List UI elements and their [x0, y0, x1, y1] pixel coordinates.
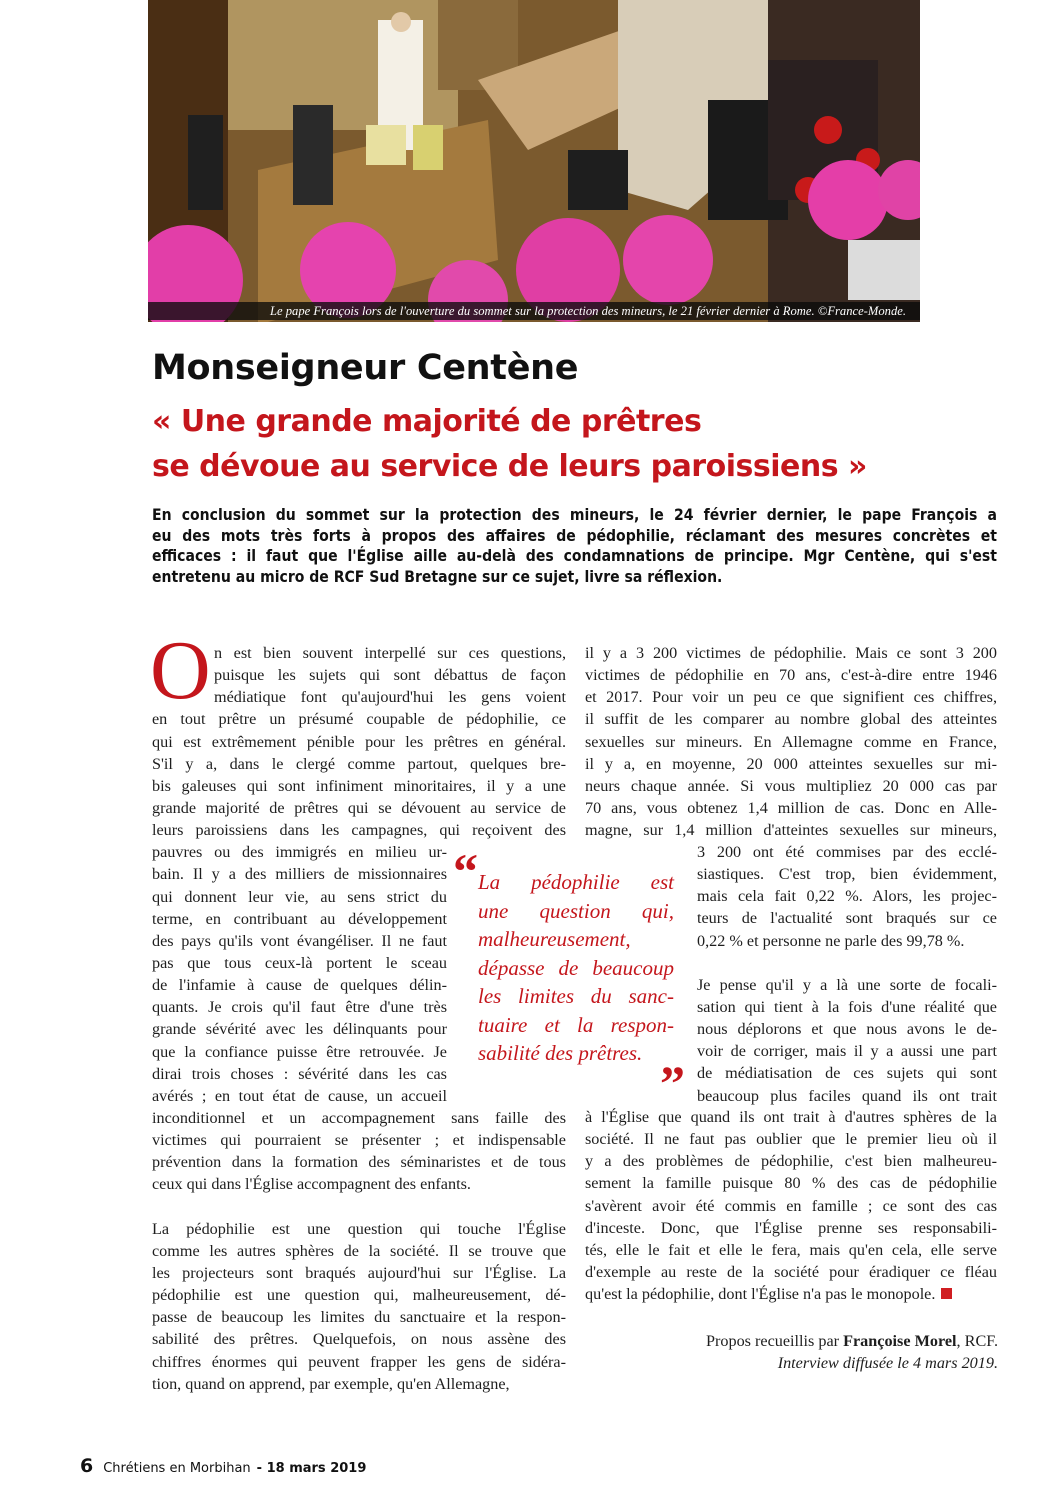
body-line: qui donnent leur vie, au sens strict du — [152, 887, 447, 906]
body-line: ceux qui dans l'Église accompagnent des enfants. — [152, 1175, 471, 1194]
body-line: victimes qui pourraient se présenter ; et indispensable — [152, 1131, 566, 1150]
body-line: n est bien souvent interpellé sur ces questions, — [214, 644, 566, 662]
body-line: siastiques. C'est trop, bien évidemment, — [697, 865, 997, 884]
body-line: société. Il ne faut pas oublier que le premier lieu où il — [585, 1130, 997, 1149]
body-line: d'inceste. Donc, que l'Église prenne ses responsabili- — [585, 1218, 997, 1237]
body-line: des pays qu'ils vont évangéliser. Il ne faut — [152, 931, 447, 950]
article-subtitle-line-2: se dévoue au service de leurs paroissiens » — [152, 449, 867, 484]
body-line: prévention dans la formation des séminaristes et de tous — [152, 1153, 566, 1172]
body-line: inconditionnel et un accompagnement sans faille des — [152, 1108, 566, 1127]
body-line: passe de beaucoup les limites du sanctuaire et la respon- — [152, 1308, 566, 1327]
close-quote-mark: ” — [660, 1055, 685, 1111]
body-line: nous déplorons et que nous avons le de- — [697, 1020, 997, 1039]
body-line: avérés ; en tout état de cause, un accueil — [152, 1086, 447, 1105]
body-line: sabilité des prêtres. Quelquefois, on nous assène des — [152, 1330, 566, 1349]
lede-line: entretenu au micro de RCF Sud Bretagne sur ce sujet, livre sa réflexion. — [152, 567, 723, 586]
body-line: et 2017. Pour voir un peu ce que signifient ces chiffres, — [585, 688, 997, 707]
body-line: voir de corriger, mais il y a aussi une part — [697, 1042, 997, 1061]
body-line: qu'est la pédophilie, dont l'Église n'a pas le monopole. — [585, 1283, 997, 1305]
lede-line: En conclusion du sommet sur la protection des mineurs, le 24 février dernier, le pape François a — [152, 506, 997, 524]
body-line: tion, quand on apprend, par exemple, qu'en Allemagne, — [152, 1374, 510, 1393]
body-line: quants. Je crois qu'il faut être d'une très — [152, 998, 447, 1017]
credit-suffix: , RCF. — [956, 1332, 998, 1350]
body-line: 70 ans, vous obtenez 1,4 million de cas. Donc en Alle- — [585, 798, 997, 817]
body-line: La pédophilie est une question qui touche l'Église — [152, 1219, 566, 1238]
body-line: les projecteurs sont braqués aujourd'hui sur l'Église. La — [152, 1263, 566, 1282]
body-line: S'il y a, dans le clergé comme partout, quelques bre- — [152, 754, 566, 773]
body-column-right-top — [585, 642, 997, 841]
lede-line: eu des mots très forts à propos des affaires de pédophilie, réclamant des mesures concrètes et — [152, 526, 997, 545]
body-line: médiatique font qu'aujourd'hui les gens voient — [214, 688, 566, 707]
body-line: puisque les sujets qui sont débattus de façon — [214, 666, 566, 685]
body-line: de l'infamie à cause de quelques délin- — [152, 976, 447, 995]
body-line: sement la famille puisque 80 % des cas de pédophilie — [585, 1174, 997, 1193]
body-line: il suffit de les comparer au nombre global des atteintes — [585, 710, 997, 729]
body-line: 3 200 ont été commises par des ecclé- — [697, 843, 997, 861]
publication-name: Chrétiens en Morbihan — [103, 1461, 251, 1476]
body-line: de médiatisation de ces sujets qui sont — [697, 1064, 997, 1083]
photo-caption: Le pape François lors de l'ouverture du sommet sur la protection des mineurs, le 21 février dernier à Rome. ©France-Monde. — [148, 302, 920, 320]
body-line: victimes de pédophilie en 70 ans, c'est-à-dire entre 1946 — [585, 666, 997, 685]
article-lede — [152, 505, 997, 587]
page-footer — [80, 1455, 366, 1477]
body-line: s'avèrent avoir été commis en famille ; ce sont des cas — [585, 1196, 997, 1215]
paragraph-gap — [152, 1196, 566, 1218]
body-line: leurs paroissiens dans les campagnes, qui reçoivent des — [152, 821, 566, 840]
credit-line — [706, 1330, 998, 1352]
drop-cap: O — [150, 624, 211, 717]
open-quote-mark: “ — [453, 843, 478, 899]
body-line: comme les autres sphères de la société. Il se trouve que — [152, 1241, 566, 1260]
body-line: neurs chaque année. Si vous multipliez 20 000 cas par — [585, 776, 997, 795]
credit-prefix: Propos recueillis par — [705, 1332, 844, 1350]
body-line: teurs de l'actualité sont braqués sur ce — [697, 909, 997, 928]
body-line: pauvres ou des immigrés en milieu ur- — [152, 843, 447, 862]
article-photo — [148, 0, 920, 322]
body-line: beaucoup plus faciles quand ils ont trait — [697, 1086, 997, 1105]
body-line: magne, sur 1,4 million d'atteintes sexuelles sur mineurs, — [585, 821, 997, 840]
broadcast-date: Interview diffusée le 4 mars 2019. — [777, 1354, 998, 1372]
body-line: bain. Il y a des milliers de missionnaires — [152, 865, 447, 884]
body-column-right-middle — [697, 841, 997, 1107]
body-line: tés, elle le fait et elle le fera, mais qu'en cela, elle serve — [585, 1240, 997, 1259]
body-line: Je pense qu'il y a là une sorte de focali- — [697, 975, 997, 994]
body-line: sexuelles sur mineurs. En Allemagne comme en France, — [585, 732, 997, 751]
paragraph-gap — [697, 952, 997, 974]
pull-quote-line: La pédophilie est — [478, 870, 674, 894]
pull-quote-line: malheureusement, — [478, 927, 631, 951]
body-column-right-bottom — [585, 1106, 997, 1305]
page-number: 6 — [80, 1455, 94, 1477]
article-credit — [706, 1330, 998, 1374]
body-line: grande sévérité avec les délinquants pour — [152, 1020, 447, 1039]
body-line: il y a 3 200 victimes de pédophilie. Mais ce sont 3 200 — [585, 644, 997, 662]
pull-quote-line: une question qui, — [478, 898, 674, 923]
article-title: Monseigneur Centène — [152, 348, 579, 388]
body-line: chiffres énormes qui peuvent frapper les gens de sidéra- — [152, 1352, 566, 1371]
body-line: y a des problèmes de pédophilie, c'est bien malheureu- — [585, 1152, 997, 1171]
body-line: 0,22 % et personne ne parle des 99,78 %. — [697, 931, 965, 950]
body-line: pédophilie est une question qui, malheureusement, dé- — [152, 1286, 566, 1305]
body-line: d'exemple au reste de la société pour éradiquer ce fléau — [585, 1262, 997, 1281]
body-line: il y a, en moyenne, 20 000 atteintes sexuelles sur mi- — [585, 754, 997, 773]
pull-quote-line: tuaire et la respon- — [478, 1012, 674, 1037]
body-line: sation qui tient à la fois d'une réalité que — [697, 997, 997, 1016]
end-of-article-mark — [941, 1288, 952, 1299]
body-line: grande majorité de prêtres qui se dévouent au service de — [152, 798, 566, 817]
photo-illustration — [148, 0, 920, 322]
body-line: dirai trois choses : sévérité dans les cas — [152, 1064, 447, 1083]
body-line: pas que tous ceux-là portent le sceau — [152, 953, 447, 972]
body-line: à l'Église que quand ils ont trait à d'autres sphères de la — [585, 1108, 997, 1126]
body-line: que la confiance puisse être retrouvée. Je — [152, 1042, 447, 1061]
lede-line: efficaces : il faut que l'Église aille au-delà des condamnations de principe. Mgr Centène, qui s'est — [152, 547, 997, 565]
pull-quote — [478, 868, 674, 1068]
pull-quote-line: les limites du sanc- — [478, 984, 674, 1008]
body-line: mais cela fait 0,22 %. Alors, les projec- — [697, 887, 997, 906]
body-line: terme, en contribuant au développement — [152, 909, 447, 928]
article-subtitle-line-1: « Une grande majorité de prêtres — [152, 404, 702, 439]
pull-quote-line: sabilité des prêtres. — [478, 1041, 643, 1065]
body-line: qui est extrêmement pénible pour les prêtres en général. — [152, 732, 566, 751]
body-line: bis galeuses qui sont infiniment minoritaires, il y a une — [152, 776, 566, 795]
credit-author: Françoise Morel — [843, 1332, 957, 1350]
pull-quote-line: dépasse de beaucoup — [478, 955, 674, 980]
issue-date: - 18 mars 2019 — [256, 1461, 367, 1476]
body-line: en tout prêtre un présumé coupable de pédophilie, ce — [152, 710, 566, 729]
